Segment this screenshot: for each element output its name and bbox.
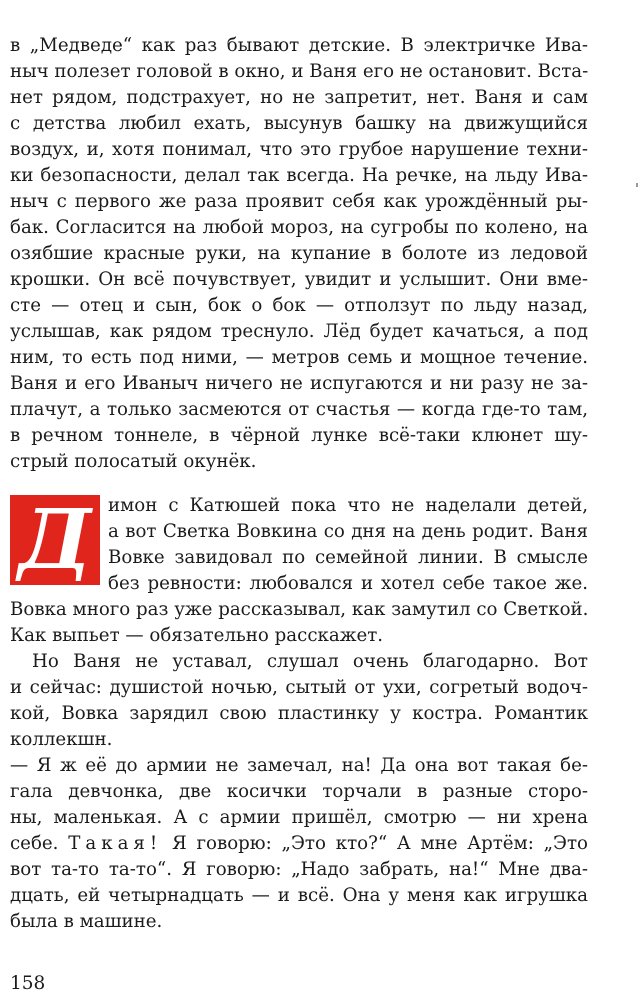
margin-mark [636,183,638,187]
text-line: нет рядом, подстрахует, но не запретит, нет. Ваня и сам [10,87,588,108]
text-line: гала девчонка, две косички торчали в разные сторо- [10,781,588,802]
text-line: ки безопасности, делал так всегда. На речке, на льду Ива- [10,165,588,186]
text-line: ныч с первого же раза проявит себя как урождённый ры- [10,191,588,212]
text-line: Вовке завидовал по семейной линии. В смысле [108,547,588,568]
text-line: Но Ваня не уставал, слушал очень благодарно. Вот [32,651,588,672]
text-line: бак. Согласится на любой мороз, на сугробы по колено, на [10,217,588,238]
text-line: в речном тоннеле, в чёрной лунке всё-таки клюнет шу- [10,425,588,446]
text-line: воздух, и, хотя понимал, что это грубое нарушение техни- [10,139,588,160]
text-fragment: себе. [10,833,59,854]
text-line: Как выпьет — обязательно расскажет. [10,625,384,646]
text-line: сте — отец и сын, бок о бок — отползут по льду назад, [10,295,588,316]
text-line [10,831,588,857]
text-line: Ваня и его Иваныч ничего не испугаются и ни разу не за- [10,373,588,394]
text-line: крошки. Он всё почувствует, увидит и услышит. Они вме- [10,269,588,290]
text-line: коллекшн. [10,729,113,750]
text-line: озябшие красные руки, на купание в болоте из ледовой [10,243,588,264]
text-line: вот та-то та-то“. Я говорю: „Надо забрать, на!“ Мне два- [10,859,588,880]
text-line: а вот Светка Вовкина со дня на день родит. Ваня [108,521,588,542]
spaced-emphasis: Такая! [68,833,163,854]
text-line: — Я ж её до армии не замечал, на! Да она вот такая бе- [10,755,588,776]
page-number: 158 [10,973,46,994]
text-line: в „Медведе“ как раз бывают детские. В электричке Ива- [10,35,588,56]
text-line: дцать, ей четырнадцать — и всё. Она у меня как игрушка [10,885,588,906]
text-line: услышав, как рядом треснуло. Лёд будет качаться, а под [10,321,588,342]
text-line: имон с Катюшей пока что не наделали детей, [108,495,588,516]
text-line: была в машине. [10,911,163,932]
text-line: с детства любил ехать, высунув башку на движущийся [10,113,588,134]
text-line: ним, то есть под ними, — метров семь и мощное течение. [10,347,588,368]
text-line: плачут, а только засмеются от счастья — когда где-то там, [10,399,588,420]
text-line: кой, Вовка зарядил свою пластинку у костра. Романтик [10,703,588,724]
text-line: и сейчас: душистой ночью, сытый от ухи, согретый водоч- [10,677,588,698]
text-fragment: Я говорю: „Это кто?“ А мне Артём: „Это [172,833,588,854]
text-line: без ревности: любовался и хотел себе такое же. [108,573,588,594]
text-line: ны, маленькая. А с армии пришёл, смотрю — ни хрена [10,807,588,828]
text-line: стрый полосатый окунёк. [10,451,257,472]
drop-cap-letter: Д [18,492,92,588]
text-line: Вовка много раз уже рассказывал, как замутил со Светкой. [10,599,588,620]
drop-cap [10,492,100,588]
text-line: ныч полезет головой в окно, и Ваня его не остановит. Вста- [10,61,588,82]
